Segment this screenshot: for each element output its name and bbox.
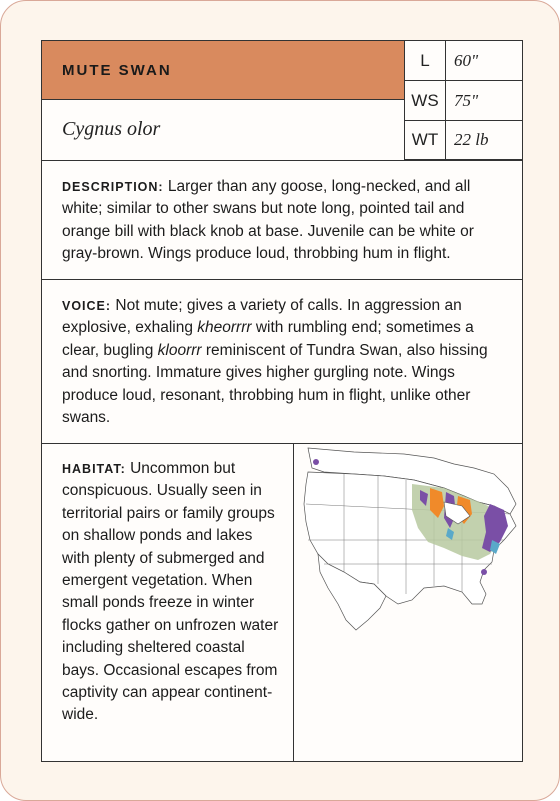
measurement-wingspan [405, 81, 522, 121]
habitat-paragraph [62, 458, 284, 727]
description-paragraph [62, 176, 504, 266]
voice-call-2: kloorrr [157, 341, 202, 359]
measurement-value: 22 lb [454, 130, 489, 149]
voice-call-1: kheorrrr [197, 319, 252, 337]
card-grid [41, 40, 523, 762]
range-map [294, 444, 522, 761]
scientific-name-box [42, 100, 405, 160]
measurement-label: WT [405, 121, 446, 159]
habitat-text: Uncommon but conspicuous. Usually seen in territorial pairs or family groups on shallow ponds and lakes with plenty of submerged and emergent vegetation. When small ponds freeze in winter flocks gather on unfrozen water including sheltered coastal bays. Occasional escapes from captivity can appear continent-wide. [62, 460, 279, 724]
measurement-label: L [405, 41, 446, 80]
measurement-label: WS [405, 81, 446, 120]
description-section [42, 161, 522, 280]
voice-section [42, 280, 522, 444]
description-text: Larger than any goose, long-necked, and all white; similar to other swans but note long, pointed tail and orange bill with black knob at base. Juvenile can be white or gray-brown. Wings produce loud, throbbing hum in flight. [62, 178, 474, 263]
description-heading: DESCRIPTION: [62, 180, 164, 194]
voice-text-1: Not mute; gives a variety of calls. In aggression an explosive, exhaling [62, 297, 462, 337]
common-name: MUTE SWAN [62, 62, 172, 79]
voice-text-3: reminiscent of Tundra Swan, also hissing and snorting. Immature gives higher gurgling note. Wings produce loud, resonant, throbbing hum in flight, unlike other swans. [62, 341, 488, 427]
habitat-heading: HABITAT: [62, 462, 126, 476]
voice-paragraph [62, 295, 504, 429]
scientific-name: Cygnus olor [62, 118, 161, 140]
range-year-round-dot [313, 459, 319, 465]
voice-text-2: with rumbling end; sometimes a clear, bugling [62, 319, 474, 359]
habitat-section [42, 444, 294, 761]
common-name-band [42, 41, 405, 100]
measurement-weight [405, 121, 522, 160]
range-map-svg [294, 444, 522, 634]
range-year-round-dot [481, 569, 487, 575]
measurement-value: 75" [454, 90, 479, 110]
measurement-length [405, 41, 522, 81]
voice-heading: VOICE: [62, 299, 112, 313]
measurement-value: 60" [454, 50, 479, 70]
